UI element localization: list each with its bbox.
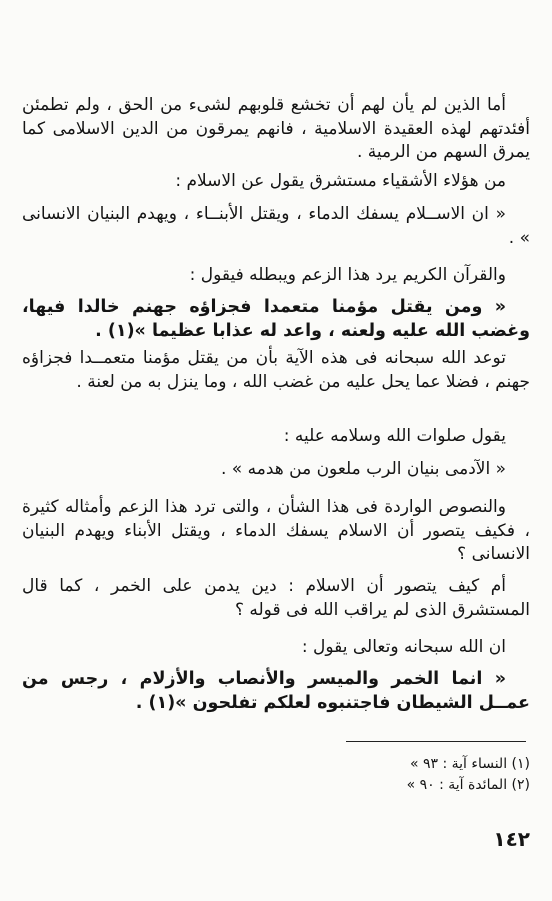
footnote-2: (٢) المائدة آية : ٩٠ » (406, 777, 530, 793)
paragraph-verse-explanation: توعد الله سبحانه فى هذه الآية بأن من يقتل مؤمنا متعمــدا فجزاؤه جهنم ، فضلا عما يحل عليه من غضب الله ، وما ينزل به من لعنة . (22, 348, 530, 392)
paragraph-texts: والنصوص الواردة فى هذا الشأن ، والتى ترد هذا الزعم وأمثاله كثيرة ، فكيف يتصور أن الاسلام يسفك الدماء ، ويقتل الأبناء ويهدم البنيان الانسانى ؟ (22, 497, 530, 564)
paragraph-quran-response: والقرآن الكريم يرد هذا الزعم ويبطله فيقول : (189, 265, 506, 285)
quran-verse-maidah: « انما الخمر والميسر والأنصاب والأزلام ، رجس من عمــل الشيطان فاجتنبوه لعلكم تفلحون »(١) . (22, 669, 530, 713)
quran-verse-nisa: « ومن يقتل مؤمنا متعمدا فجزاؤه جهنم خالدا فيها، وغضب الله عليه ولعنه ، واعد له عذابا عظيما »(١) . (22, 297, 530, 341)
paragraph-allah-says: ان الله سبحانه وتعالى يقول : (301, 637, 506, 657)
footnote-separator (346, 741, 526, 742)
orientalist-quote: « ان الاســلام يسفك الدماء ، ويقتل الأبنــاء ، ويهدم البنيان الانسانى » . (22, 204, 530, 248)
paragraph-orientalist-intro: من هؤلاء الأشقياء مستشرق يقول عن الاسلام : (175, 171, 506, 191)
paragraph-intro: أما الذين لم يأن لهم أن تخشع قلوبهم لشىء من الحق ، ولم تطمئن أفئدتهم لهذه العقيدة الاسلامية ، فانهم يمرقون من الدين الاسلامى كما يمرق السهم من الرمية . (22, 95, 530, 162)
footnote-1: (١) النساء آية : ٩٣ » (409, 756, 530, 772)
hadith-quote: « الآدمى بنيان الرب ملعون من هدمه » . (221, 459, 506, 479)
page-number: ١٤٢ (493, 827, 530, 851)
paragraph-hadith-intro: يقول صلوات الله وسلامه عليه : (283, 426, 506, 446)
paragraph-wine-question: أم كيف يتصور أن الاسلام : دين يدمن على الخمر ، كما قال المستشرق الذى لم يراقب الله فى قوله ؟ (22, 576, 530, 620)
